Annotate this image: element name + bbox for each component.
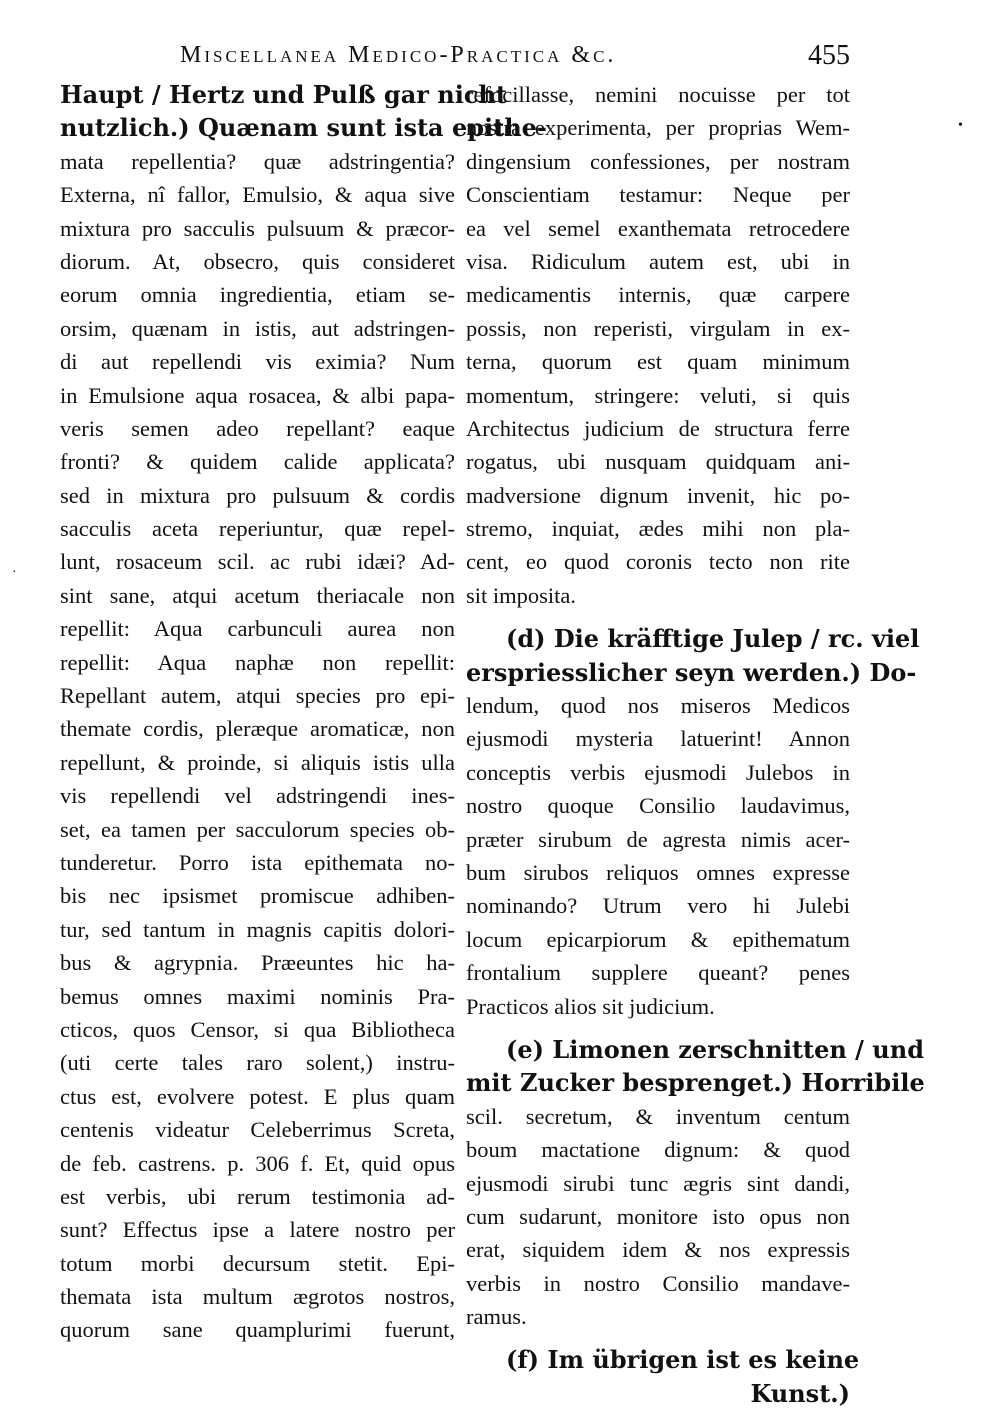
text-line: sacculis aceta reperiuntur, quæ repel-	[60, 516, 455, 542]
text-line: præter sirubum de agresta nimis acer-	[466, 826, 850, 852]
text-line: mixtura pro sacculis pulsuum & præcor-	[60, 215, 455, 241]
text-line: lendum, quod nos miseros Medicos	[466, 693, 850, 719]
paragraph-note-e	[466, 1033, 925, 1334]
text-line: totum morbi decursum stetit. Epi-	[60, 1250, 455, 1276]
text-line: mata repellentia? quæ adstringentia?	[60, 148, 455, 174]
text-line: (d) Die kräfftige Julep / rc. viel	[506, 624, 920, 654]
text-line: Haupt / Hertz und Pulß gar nicht	[60, 80, 507, 109]
text-line: veris semen adeo repellant? eaque	[60, 415, 455, 441]
text-line: verbis in nostro Consilio mandave-	[466, 1270, 850, 1296]
text-line: ejusmodi mysteria latuerint! Annon	[466, 726, 850, 752]
text-line: repellunt, & proinde, si aliquis istis ulla	[60, 749, 455, 775]
ink-speck: •	[958, 118, 963, 133]
text-line: erat, siquidem idem & nos expressis	[466, 1237, 850, 1263]
text-line: sed in mixtura pro pulsuum & cordis	[60, 482, 455, 508]
text-line: themata ista multum ægrotos nostros,	[60, 1284, 455, 1310]
text-line: mit Zucker besprenget.) Horribile	[466, 1068, 925, 1098]
text-line: cticos, quos Censor, si qua Bibliotheca	[60, 1016, 455, 1042]
text-line: set, ea tamen per sacculorum species ob-	[60, 816, 455, 842]
text-line: locum epicarpiorum & epithematum	[466, 926, 850, 952]
text-line: momentum, stringere: veluti, si quis	[466, 382, 850, 408]
text-line: nostra experimenta, per proprias Wem-	[466, 115, 850, 141]
text-line: frontalium supplere queant? penes	[466, 960, 850, 986]
text-line: refocillasse, nemini nocuisse per tot	[466, 82, 850, 107]
text-line: Architectus judicium de structura ferre	[466, 415, 850, 441]
paragraph-note-d	[466, 622, 920, 1023]
text-line: est verbis, ubi rerum testimonia ad-	[60, 1183, 455, 1209]
text-line: terna, quorum est quam minimum	[466, 349, 850, 375]
text-line: madversione dignum invenit, hic po-	[466, 482, 850, 508]
text-line: diorum. At, obsecro, quis consideret	[60, 248, 455, 274]
text-line: Repellant autem, atqui species pro epi-	[60, 683, 455, 709]
text-line: Practicos alios sit judicium.	[466, 993, 715, 1019]
text-line: ea vel semel exanthemata retrocedere	[466, 215, 850, 241]
text-line: scil. secretum, & inventum centum	[466, 1103, 850, 1129]
text-line: rogatus, ubi nusquam quidquam ani-	[466, 449, 850, 475]
text-line: nostro quoque Consilio laudavimus,	[466, 793, 850, 819]
text-line: repellit: Aqua carbunculi aurea non	[60, 616, 455, 642]
text-line: medicamentis internis, quæ carpere	[466, 282, 850, 308]
text-line: cum sudarunt, monitore isto opus non	[466, 1203, 850, 1229]
text-line: themate cordis, pleræque aromaticæ, non	[60, 716, 455, 742]
text-line: sit imposita.	[466, 582, 577, 608]
text-line: (f) Im übrigen ist es keine	[506, 1345, 860, 1375]
text-line: centenis videatur Celeberrimus Screta,	[60, 1117, 455, 1143]
text-line: bum sirubos reliquos omnes expresse	[466, 859, 850, 885]
text-line: Kunst.)	[750, 1378, 850, 1408]
text-line: tur, sed tantum in magnis capitis dolori-	[60, 916, 455, 942]
text-line: conceptis verbis ejusmodi Julebos in	[466, 759, 850, 785]
text-line: repellit: Aqua naphæ non repellit:	[60, 649, 455, 675]
text-line: erspriesslicher seyn werden.) Do-	[466, 657, 917, 687]
text-line: (uti certe tales raro solent,) instru-	[60, 1050, 455, 1076]
text-line: sunt? Effectus ipse a latere nostro per	[60, 1217, 455, 1243]
text-line: ctus est, evolvere potest. E plus quam	[60, 1083, 455, 1109]
running-title: Miscellanea Medico-Practica &c.	[180, 42, 617, 68]
text-line: quorum sane quamplurimi fuerunt,	[60, 1317, 455, 1343]
text-line: fronti? & quidem calide applicata?	[60, 449, 455, 475]
text-line: di aut repellendi vis eximia? Num	[60, 349, 455, 375]
text-line: sint sane, atqui acetum theriacale non	[60, 582, 455, 608]
text-line: nominando? Utrum vero hi Julebi	[466, 893, 850, 919]
paragraph-refocillasse	[466, 78, 850, 612]
text-line: ramus.	[466, 1304, 527, 1330]
text-line: eorum omnia ingredientia, etiam se-	[60, 282, 455, 308]
text-line: in Emulsione aqua rosacea, & albi papa-	[60, 382, 455, 408]
text-line: bis nec ipsismet promiscue adhiben-	[60, 883, 455, 909]
text-line: bus & agrypnia. Præeuntes hic ha-	[60, 950, 455, 976]
text-line: stremo, inquiat, ædes mihi non pla-	[466, 516, 850, 542]
text-line: bemus omnes maximi nominis Pra-	[60, 983, 455, 1009]
ink-speck: ·	[12, 565, 17, 580]
text-line: lunt, rosaceum scil. ac rubi idæi? Ad-	[60, 549, 455, 575]
text-line: visa. Ridiculum autem est, ubi in	[466, 248, 850, 274]
text-line: Externa, nî fallor, Emulsio, & aqua sive	[60, 182, 455, 208]
text-line: Conscientiam testamur: Neque per	[466, 182, 850, 208]
page-number: 455	[808, 40, 850, 71]
text-line: boum mactatione dignum: & quod	[466, 1137, 850, 1163]
text-line: (e) Limonen zerschnitten / und	[506, 1034, 924, 1064]
text-line: possis, non reperisti, virgulam in ex-	[466, 315, 850, 341]
text-line: ejusmodi sirubi tunc ægris sint dandi,	[466, 1170, 850, 1196]
text-line: cent, eo quod coronis tecto non rite	[466, 549, 850, 575]
text-line: orsim, quænam in istis, aut adstringen-	[60, 315, 455, 341]
text-line: dingensium confessiones, per nostram	[466, 148, 850, 174]
text-line: de feb. castrens. p. 306 f. Et, quid opus	[60, 1150, 455, 1176]
paragraph-note-f	[466, 1343, 860, 1410]
right-column	[466, 78, 925, 1410]
text-line: vis repellendi vel adstringendi ines-	[60, 783, 455, 809]
text-line: tunderetur. Porro ista epithemata no-	[60, 849, 455, 875]
text-line: nutzlich.) Quænam sunt ista epithe-	[60, 113, 547, 143]
